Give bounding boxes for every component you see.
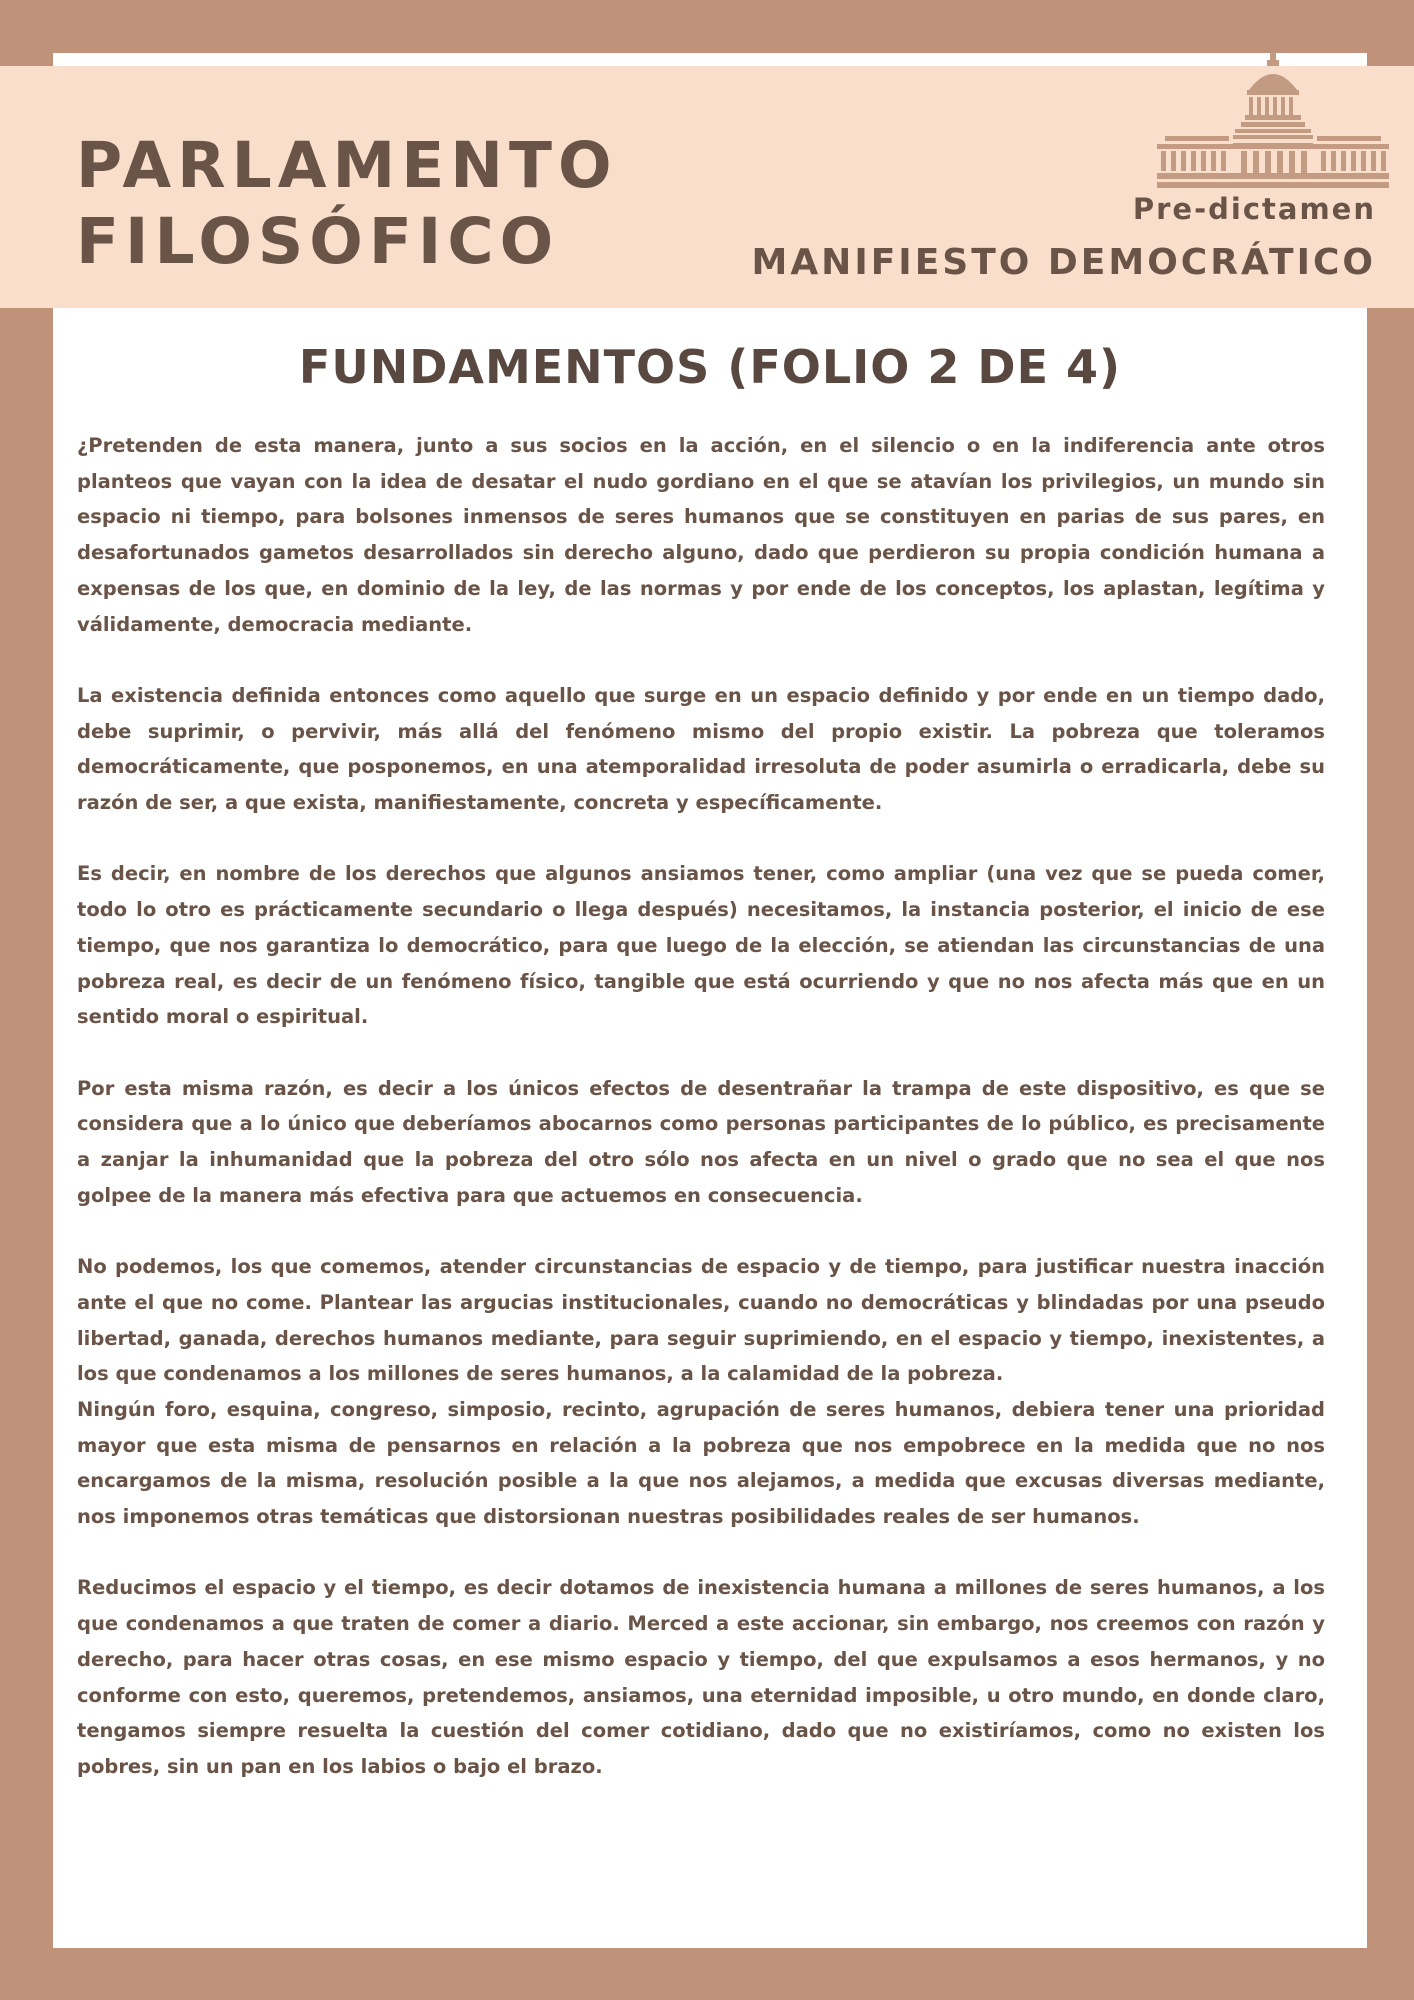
paragraph: No podemos, los que comemos, atender circunstancias de espacio y de tiempo, para justificar nuestra inacción ante el que no come. Plantear las argucias institucionales, cuando no democráticas y blindadas por una pseudo libertad, ganada, derechos humanos mediante, para seguir suprimiendo, en el espacio y tiempo, inexistentes, a los que condenamos a los millones de seres humanos, a la calamidad de la pobreza. — [77, 1255, 1325, 1386]
organization-title-line-1: PARLAMENTO — [76, 129, 618, 202]
paragraph: Por esta misma razón, es decir a los únicos efectos de desentrañar la trampa de este dispositivo, es que se considera que a lo único que deberíamos abocarnos como personas participantes de lo público, es precisamente a zanjar la inhumanidad que la pobreza del otro sólo nos afecta en un nivel o grado que no sea el que nos golpee de la manera más efectiva para que actuemos en consecuencia. — [77, 1076, 1325, 1207]
organization-title-line-2: FILOSÓFICO — [76, 205, 560, 278]
organization-title — [76, 128, 618, 280]
paragraph: Reducimos el espacio y el tiempo, es decir dotamos de inexistencia humana a millones de seres humanos, a los que condenamos a que traten de comer a diario. Merced a este accionar, sin embargo, nos creemos con razón y derecho, para hacer otras cosas, en ese mismo espacio y tiempo, del que expulsamos a esos hermanos, y no conforme con esto, queremos, pretendemos, ansiamos, una eternidad imposible, u otro mundo, en donde claro, tengamos siempre resuelta la cuestión del comer cotidiano, dado que no existiríamos, como no existen los pobres, sin un pan en los labios o bajo el brazo. — [77, 1576, 1325, 1778]
section-heading: FUNDAMENTOS (FOLIO 2 DE 4) — [298, 340, 1122, 394]
manifesto-title: MANIFIESTO DEMOCRÁTICO — [751, 242, 1376, 283]
paragraph: ¿Pretenden de esta manera, junto a sus socios en la acción, en el silencio o en la indiferencia ante otros planteos que vayan con la idea de desatar el nudo gordiano en el que se atavían los privilegios, un mundo sin espacio ni tiempo, para bolsones inmensos de seres humanos que se constituyen en parias de sus pares, en desafortunados gametos desarrollados sin derecho alguno, dado que perdieron su propia condición humana a expensas de los que, en dominio de la ley, de las normas y por ende de los conceptos, los aplastan, legítima y válidamente, democracia mediante. — [77, 434, 1325, 636]
paragraph: Ningún foro, esquina, congreso, simposio, recinto, agrupación de seres humanos, debiera tener una prioridad mayor que esta misma de pensarnos en relación a la pobreza que nos empobrece en la medida que no nos encargamos de la misma, resolución posible a la que nos alejamos, a medida que excusas diversas mediante, nos imponemos otras temáticas que distorsionan nuestras posibilidades reales de ser humanos. — [77, 1397, 1325, 1529]
document-subtitle: Pre-dictamen — [1132, 192, 1376, 226]
paragraph: La existencia definida entonces como aquello que surge en un espacio definido y por ende en un tiempo dado, debe suprimir, o pervivir, más allá del fenómeno mismo del propio existir. La pobreza que toleramos democráticamente, que posponemos, en una atemporalidad irresoluta de poder asumirla o erradicarla, debe su razón de ser, a que exista, manifiestamente, concreta y específicamente. — [77, 683, 1325, 815]
document-body — [77, 428, 1325, 1785]
paragraph: Es decir, en nombre de los derechos que algunos ansiamos tener, como ampliar (una vez que se pueda comer, todo lo otro es prácticamente secundario o llega después) necesitamos, la instancia posterior, el inicio de ese tiempo, que nos garantiza lo democrático, para que luego de la elección, se atiendan las circunstancias de una pobreza real, es decir de un fenómeno físico, tangible que está ocurriendo y que no nos afecta más que en un sentido moral o espiritual. — [77, 862, 1325, 1029]
parliament-building-icon — [1157, 52, 1389, 194]
